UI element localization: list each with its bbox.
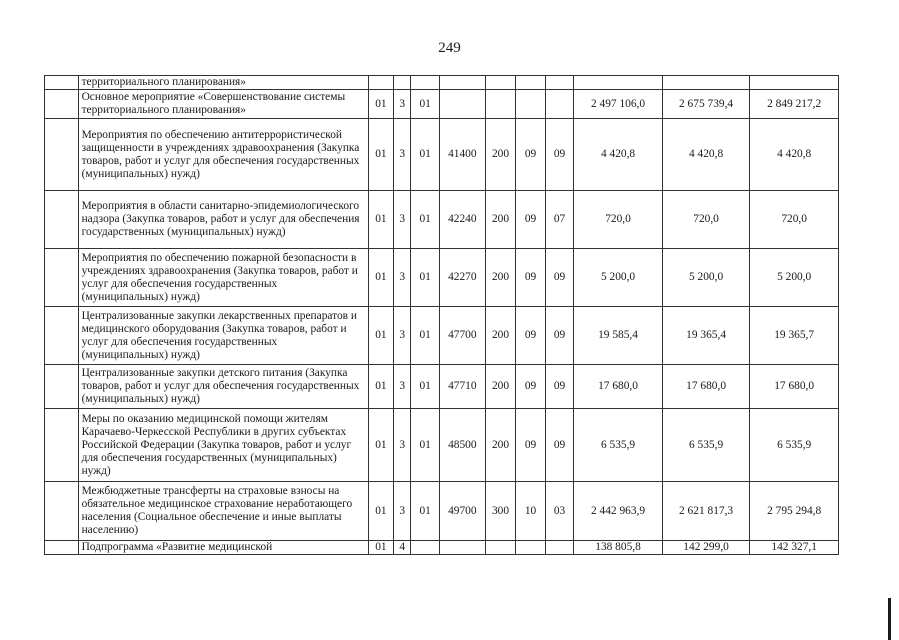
row-index-cell bbox=[45, 76, 79, 90]
amount-cell-a1: 2 442 963,9 bbox=[574, 482, 663, 541]
code-cell-c6 bbox=[516, 76, 546, 90]
amount-cell-a1 bbox=[574, 76, 663, 90]
amount-cell-a3: 17 680,0 bbox=[750, 365, 839, 409]
amount-cell-a3: 2 795 294,8 bbox=[750, 482, 839, 541]
code-cell-c6: 10 bbox=[516, 482, 546, 541]
code-cell-c4: 41400 bbox=[439, 119, 485, 191]
table-row bbox=[45, 482, 839, 541]
item-name-cell: Межбюджетные трансферты на страховые взносы на обязательное медицинское страхование неработающего населения (Социальное обеспечение и иные выплаты населению) bbox=[78, 482, 368, 541]
amount-cell-a2: 17 680,0 bbox=[662, 365, 750, 409]
code-cell-c7 bbox=[545, 90, 574, 119]
row-index-cell bbox=[45, 365, 79, 409]
code-cell-c1: 01 bbox=[368, 249, 393, 307]
code-cell-c7: 09 bbox=[545, 119, 574, 191]
table-row bbox=[45, 249, 839, 307]
row-index-cell bbox=[45, 249, 79, 307]
code-cell-c5: 200 bbox=[485, 191, 516, 249]
code-cell-c5: 200 bbox=[485, 119, 516, 191]
code-cell-c1: 01 bbox=[368, 90, 393, 119]
code-cell-c3: 01 bbox=[411, 307, 440, 365]
code-cell-c3 bbox=[411, 541, 440, 555]
code-cell-c1: 01 bbox=[368, 541, 393, 555]
budget-table bbox=[44, 75, 839, 555]
code-cell-c2: 4 bbox=[394, 541, 411, 555]
amount-cell-a3: 142 327,1 bbox=[750, 541, 839, 555]
code-cell-c5 bbox=[485, 90, 516, 119]
code-cell-c2: 3 bbox=[394, 191, 411, 249]
amount-cell-a3: 5 200,0 bbox=[750, 249, 839, 307]
code-cell-c5 bbox=[485, 541, 516, 555]
code-cell-c7: 09 bbox=[545, 365, 574, 409]
amount-cell-a1: 4 420,8 bbox=[574, 119, 663, 191]
row-index-cell bbox=[45, 409, 79, 482]
amount-cell-a1: 720,0 bbox=[574, 191, 663, 249]
row-index-cell bbox=[45, 307, 79, 365]
code-cell-c5: 300 bbox=[485, 482, 516, 541]
code-cell-c1: 01 bbox=[368, 191, 393, 249]
code-cell-c6: 09 bbox=[516, 191, 546, 249]
code-cell-c3: 01 bbox=[411, 482, 440, 541]
amount-cell-a2: 5 200,0 bbox=[662, 249, 750, 307]
table-row bbox=[45, 90, 839, 119]
code-cell-c2: 3 bbox=[394, 90, 411, 119]
table-row bbox=[45, 191, 839, 249]
code-cell-c3: 01 bbox=[411, 119, 440, 191]
item-name-cell: Мероприятия по обеспечению антитеррористической защищенности в учреждениях здравоохранения (Закупка товаров, работ и услуг для обеспечения государственных (муниципальных) нужд) bbox=[78, 119, 368, 191]
code-cell-c5: 200 bbox=[485, 409, 516, 482]
row-index-cell bbox=[45, 119, 79, 191]
amount-cell-a2: 142 299,0 bbox=[662, 541, 750, 555]
code-cell-c7: 09 bbox=[545, 307, 574, 365]
amount-cell-a3: 19 365,7 bbox=[750, 307, 839, 365]
table-row bbox=[45, 76, 839, 90]
code-cell-c5 bbox=[485, 76, 516, 90]
code-cell-c4: 49700 bbox=[439, 482, 485, 541]
amount-cell-a3: 4 420,8 bbox=[750, 119, 839, 191]
code-cell-c3: 01 bbox=[411, 365, 440, 409]
code-cell-c1: 01 bbox=[368, 409, 393, 482]
code-cell-c6: 09 bbox=[516, 365, 546, 409]
code-cell-c1: 01 bbox=[368, 307, 393, 365]
code-cell-c2: 3 bbox=[394, 482, 411, 541]
code-cell-c1: 01 bbox=[368, 482, 393, 541]
code-cell-c2: 3 bbox=[394, 307, 411, 365]
amount-cell-a1: 17 680,0 bbox=[574, 365, 663, 409]
code-cell-c6: 09 bbox=[516, 307, 546, 365]
table-row bbox=[45, 541, 839, 555]
amount-cell-a1: 5 200,0 bbox=[574, 249, 663, 307]
code-cell-c4 bbox=[439, 76, 485, 90]
code-cell-c2: 3 bbox=[394, 119, 411, 191]
amount-cell-a1: 138 805,8 bbox=[574, 541, 663, 555]
item-name-cell: Меры по оказанию медицинской помощи жителям Карачаево-Черкесской Республики в других субъектах Российской Федерации (Закупка товаров, работ и услуг для обеспечения государственных (муниципальных) нужд) bbox=[78, 409, 368, 482]
code-cell-c2: 3 bbox=[394, 365, 411, 409]
row-index-cell bbox=[45, 541, 79, 555]
amount-cell-a2: 6 535,9 bbox=[662, 409, 750, 482]
code-cell-c4: 42270 bbox=[439, 249, 485, 307]
code-cell-c6 bbox=[516, 90, 546, 119]
row-index-cell bbox=[45, 191, 79, 249]
code-cell-c3: 01 bbox=[411, 409, 440, 482]
code-cell-c4: 47710 bbox=[439, 365, 485, 409]
amount-cell-a2 bbox=[662, 76, 750, 90]
code-cell-c1: 01 bbox=[368, 365, 393, 409]
code-cell-c5: 200 bbox=[485, 307, 516, 365]
page-number: 249 bbox=[438, 40, 461, 56]
code-cell-c2: 3 bbox=[394, 249, 411, 307]
code-cell-c7: 03 bbox=[545, 482, 574, 541]
amount-cell-a1: 2 497 106,0 bbox=[574, 90, 663, 119]
code-cell-c5: 200 bbox=[485, 365, 516, 409]
code-cell-c6: 09 bbox=[516, 409, 546, 482]
code-cell-c7 bbox=[545, 541, 574, 555]
amount-cell-a2: 720,0 bbox=[662, 191, 750, 249]
item-name-cell: Мероприятия в области санитарно-эпидемиологического надзора (Закупка товаров, работ и услуг для обеспечения государственных (муниципальных) нужд) bbox=[78, 191, 368, 249]
amount-cell-a2: 2 675 739,4 bbox=[662, 90, 750, 119]
amount-cell-a1: 19 585,4 bbox=[574, 307, 663, 365]
item-name-cell: Централизованные закупки детского питания (Закупка товаров, работ и услуг для обеспечения государственных (муниципальных) нужд) bbox=[78, 365, 368, 409]
scan-edge-mark bbox=[888, 598, 891, 640]
item-name-cell: Подпрограмма «Развитие медицинской bbox=[78, 541, 368, 555]
code-cell-c7: 09 bbox=[545, 249, 574, 307]
code-cell-c7 bbox=[545, 76, 574, 90]
code-cell-c1 bbox=[368, 76, 393, 90]
code-cell-c5: 200 bbox=[485, 249, 516, 307]
code-cell-c7: 09 bbox=[545, 409, 574, 482]
code-cell-c1: 01 bbox=[368, 119, 393, 191]
table-row bbox=[45, 119, 839, 191]
code-cell-c6 bbox=[516, 541, 546, 555]
item-name-cell: Основное мероприятие «Совершенствование системы территориального планирования» bbox=[78, 90, 368, 119]
amount-cell-a3: 720,0 bbox=[750, 191, 839, 249]
item-name-cell: территориального планирования» bbox=[78, 76, 368, 90]
code-cell-c4 bbox=[439, 90, 485, 119]
amount-cell-a2: 19 365,4 bbox=[662, 307, 750, 365]
code-cell-c3: 01 bbox=[411, 191, 440, 249]
amount-cell-a1: 6 535,9 bbox=[574, 409, 663, 482]
amount-cell-a3: 6 535,9 bbox=[750, 409, 839, 482]
code-cell-c2 bbox=[394, 76, 411, 90]
code-cell-c2: 3 bbox=[394, 409, 411, 482]
code-cell-c3: 01 bbox=[411, 249, 440, 307]
table-row bbox=[45, 307, 839, 365]
item-name-cell: Мероприятия по обеспечению пожарной безопасности в учреждениях здравоохранения (Закупка товаров, работ и услуг для обеспечения государственных (муниципальных) нужд) bbox=[78, 249, 368, 307]
code-cell-c4 bbox=[439, 541, 485, 555]
table-row bbox=[45, 365, 839, 409]
table-body bbox=[45, 76, 839, 555]
amount-cell-a2: 2 621 817,3 bbox=[662, 482, 750, 541]
row-index-cell bbox=[45, 482, 79, 541]
code-cell-c3 bbox=[411, 76, 440, 90]
code-cell-c6: 09 bbox=[516, 119, 546, 191]
amount-cell-a2: 4 420,8 bbox=[662, 119, 750, 191]
amount-cell-a3: 2 849 217,2 bbox=[750, 90, 839, 119]
code-cell-c3: 01 bbox=[411, 90, 440, 119]
code-cell-c4: 48500 bbox=[439, 409, 485, 482]
item-name-cell: Централизованные закупки лекарственных препаратов и медицинского оборудования (Закупка товаров, работ и услуг для обеспечения государственных (муниципальных) нужд) bbox=[78, 307, 368, 365]
table-row bbox=[45, 409, 839, 482]
code-cell-c4: 42240 bbox=[439, 191, 485, 249]
code-cell-c7: 07 bbox=[545, 191, 574, 249]
amount-cell-a3 bbox=[750, 76, 839, 90]
code-cell-c4: 47700 bbox=[439, 307, 485, 365]
code-cell-c6: 09 bbox=[516, 249, 546, 307]
row-index-cell bbox=[45, 90, 79, 119]
